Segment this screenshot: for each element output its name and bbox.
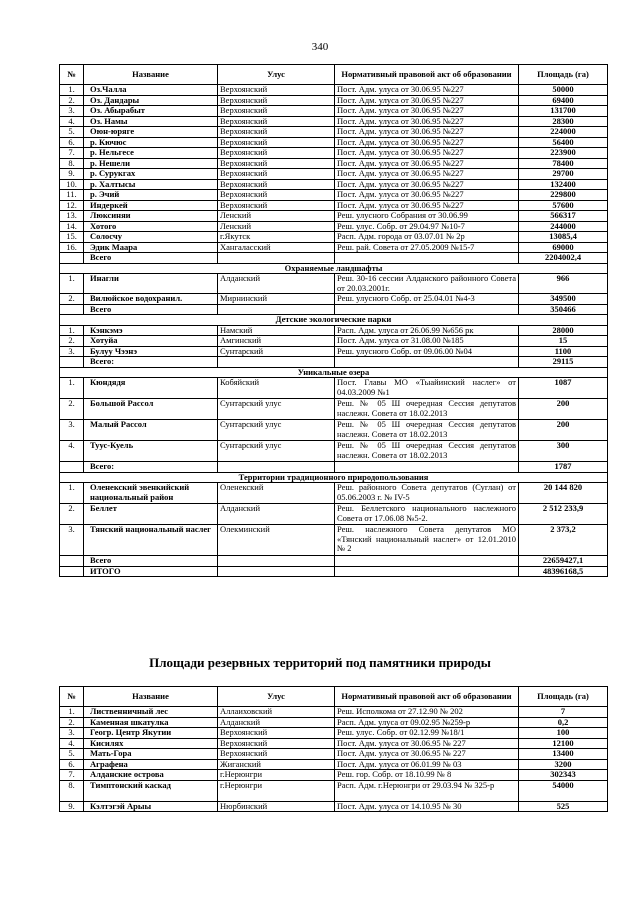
row-ulus: Мирнинский — [218, 294, 335, 305]
row-name: Тимптонский каскад — [84, 780, 218, 801]
row-ulus: Алданский — [218, 274, 335, 294]
row-legal-act: Реш. наслежного Совета депутатов МО «Тянский национальный наслег» от 12.01.2010 № 2 — [335, 525, 519, 556]
row-area: 244000 — [519, 221, 608, 232]
row-name: Большой Рассол — [84, 399, 218, 420]
row-ulus: Сунтарский улус — [218, 441, 335, 462]
table-row — [60, 127, 608, 138]
row-name: Аграфена — [84, 759, 218, 770]
page-number: 340 — [311, 41, 329, 53]
total-label: Всего — [84, 304, 218, 315]
row-name: р. Сурукгах — [84, 169, 218, 180]
section-row — [60, 472, 608, 483]
section-title: Охраняемые ландшафты — [60, 263, 608, 274]
row-legal-act: Пост. Адм. улуса от 30.06.95 №227 — [335, 95, 519, 106]
row-legal-act: Реш. № 05 Ш очередная Сессия депутатов наслежн. Совета от 18.02.2013 — [335, 420, 519, 441]
row-number: 1. — [60, 325, 84, 336]
row-legal-act: Пост. Адм. улуса от 30.06.95 № 227 — [335, 738, 519, 749]
section-row — [60, 367, 608, 378]
row-number: 5. — [60, 749, 84, 760]
row-name: Кюндядя — [84, 378, 218, 399]
header-ulus: Улус — [218, 687, 335, 707]
row-legal-act: Пост. Адм. улуса от 06.01.99 № 03 — [335, 759, 519, 770]
row-area: 56400 — [519, 137, 608, 148]
row-area: 57600 — [519, 200, 608, 211]
table-row — [60, 346, 608, 357]
row-area: 200 — [519, 399, 608, 420]
row-ulus: Верхоянский — [218, 116, 335, 127]
row-name: Кисилях — [84, 738, 218, 749]
header-area: Площадь (га) — [519, 65, 608, 85]
total-row — [60, 357, 608, 368]
row-number: 1. — [60, 274, 84, 294]
total-value: 48396168,5 — [519, 566, 608, 577]
table-row — [60, 336, 608, 347]
row-number: 7. — [60, 148, 84, 159]
row-ulus: Верхоянский — [218, 200, 335, 211]
row-ulus: Ленский — [218, 211, 335, 222]
row-ulus: Сунтарский улус — [218, 399, 335, 420]
row-name: Геогр. Центр Якутии — [84, 728, 218, 739]
row-ulus: Верхоянский — [218, 137, 335, 148]
table-row — [60, 738, 608, 749]
row-number: 2. — [60, 294, 84, 305]
table-row — [60, 211, 608, 222]
total-empty-act — [335, 566, 519, 577]
row-legal-act: Реш. рай. Совета от 27.05.2009 №15-7 — [335, 242, 519, 253]
row-area: 69400 — [519, 95, 608, 106]
row-number: 3. — [60, 106, 84, 117]
row-area: 20 144 820 — [519, 483, 608, 504]
row-legal-act: Реш. Исполкома от 27.12.90 № 202 — [335, 707, 519, 718]
row-number: 3. — [60, 525, 84, 556]
section-title: Детские экологические парки — [60, 315, 608, 326]
row-name: Беллет — [84, 504, 218, 525]
row-legal-act: Реш. районного Совета депутатов (Суглан) от 05.06.2003 г. № IV-5 — [335, 483, 519, 504]
row-number: 2. — [60, 95, 84, 106]
row-name: Оюн-юряге — [84, 127, 218, 138]
row-area: 349500 — [519, 294, 608, 305]
total-empty-ulus — [218, 304, 335, 315]
row-area: 28300 — [519, 116, 608, 127]
row-name: Солосчу — [84, 232, 218, 243]
reserve-territories-table — [59, 686, 608, 812]
total-label: Всего — [84, 253, 218, 264]
table-row — [60, 200, 608, 211]
row-name: Хотуйа — [84, 336, 218, 347]
row-number: 8. — [60, 780, 84, 801]
protected-areas-table — [59, 64, 608, 577]
row-number: 4. — [60, 116, 84, 127]
row-number: 11. — [60, 190, 84, 201]
row-area: 100 — [519, 728, 608, 739]
row-ulus: Кобяйский — [218, 378, 335, 399]
row-ulus: Верхоянский — [218, 728, 335, 739]
row-ulus: Верхоянский — [218, 169, 335, 180]
table-row — [60, 106, 608, 117]
table-row — [60, 707, 608, 718]
row-number: 6. — [60, 759, 84, 770]
row-legal-act: Реш. гор. Собр. от 18.10.99 № 8 — [335, 770, 519, 781]
row-legal-act: Реш. Беллетского национального наслежного Совета от 17.06.08 №5-2. — [335, 504, 519, 525]
row-ulus: Нюрбинский — [218, 801, 335, 812]
table-row — [60, 780, 608, 801]
row-ulus: Верхоянский — [218, 95, 335, 106]
row-number: 4. — [60, 738, 84, 749]
total-row — [60, 462, 608, 473]
row-area: 7 — [519, 707, 608, 718]
row-number: 2. — [60, 717, 84, 728]
row-number: 3. — [60, 420, 84, 441]
row-ulus: Алданский — [218, 717, 335, 728]
row-area: 300 — [519, 441, 608, 462]
table-row — [60, 148, 608, 159]
table-row — [60, 137, 608, 148]
row-name: Мать-Гора — [84, 749, 218, 760]
row-area: 13400 — [519, 749, 608, 760]
row-ulus: Хангаласский — [218, 242, 335, 253]
row-area: 132400 — [519, 179, 608, 190]
row-number: 7. — [60, 770, 84, 781]
table-row — [60, 378, 608, 399]
table-row — [60, 179, 608, 190]
row-legal-act: Расп. Адм. города от 03.07.01 № 2р — [335, 232, 519, 243]
row-name: р. Кючюс — [84, 137, 218, 148]
row-ulus: Верхоянский — [218, 179, 335, 190]
row-number: 9. — [60, 801, 84, 812]
table-row — [60, 504, 608, 525]
row-ulus: г.Нерюнгри — [218, 780, 335, 801]
row-legal-act: Пост. Адм. улуса от 14.10.95 № 30 — [335, 801, 519, 812]
row-ulus: Олекминский — [218, 525, 335, 556]
table-row — [60, 399, 608, 420]
row-area: 525 — [519, 801, 608, 812]
total-label: ИТОГО — [84, 566, 218, 577]
table-row — [60, 749, 608, 760]
row-number: 4. — [60, 441, 84, 462]
row-ulus: Верхоянский — [218, 749, 335, 760]
row-area: 223900 — [519, 148, 608, 159]
total-value: 1787 — [519, 462, 608, 473]
row-legal-act: Пост. Адм. улуса от 30.06.95 №227 — [335, 169, 519, 180]
total-value: 2204002,4 — [519, 253, 608, 264]
row-legal-act: Пост. Адм. улуса от 30.06.95 №227 — [335, 137, 519, 148]
section-title: Уникальные озера — [60, 367, 608, 378]
row-legal-act: Пост. Адм. улуса от 30.06.95 №227 — [335, 116, 519, 127]
row-legal-act: Расп. Адм. улуса от 09.02.95 №259-р — [335, 717, 519, 728]
row-legal-act: Пост. Адм. улуса от 30.06.95 №227 — [335, 190, 519, 201]
row-legal-act: Пост. Адм. улуса от 30.06.95 № 227 — [335, 749, 519, 760]
row-name: Вилюйское водохранил. — [84, 294, 218, 305]
row-area: 1100 — [519, 346, 608, 357]
header-act: Нормативный правовой акт об образовании — [335, 65, 519, 85]
row-number: 1. — [60, 378, 84, 399]
table-row — [60, 441, 608, 462]
row-name: Кэлтэгэй Арыы — [84, 801, 218, 812]
table-header-row — [60, 687, 608, 707]
row-area: 2 373,2 — [519, 525, 608, 556]
row-ulus: г.Нерюнгри — [218, 770, 335, 781]
row-ulus: Верхоянский — [218, 148, 335, 159]
total-empty-act — [335, 253, 519, 264]
total-row — [60, 253, 608, 264]
row-legal-act: Реш. улус. Собр. от 29.04.97 №10-7 — [335, 221, 519, 232]
row-area: 131700 — [519, 106, 608, 117]
row-area: 13085,4 — [519, 232, 608, 243]
total-empty-act — [335, 462, 519, 473]
row-name: Инагли — [84, 274, 218, 294]
row-name: р. Эчий — [84, 190, 218, 201]
table-row — [60, 770, 608, 781]
row-name: Малый Рассол — [84, 420, 218, 441]
row-number: 6. — [60, 137, 84, 148]
row-legal-act: Расп. Адм. улуса от 26.06.99 №656 рк — [335, 325, 519, 336]
row-area: 28000 — [519, 325, 608, 336]
table-row — [60, 325, 608, 336]
row-area: 50000 — [519, 85, 608, 96]
total-spacer — [60, 304, 84, 315]
row-name: Эдик Маара — [84, 242, 218, 253]
header-name: Название — [84, 65, 218, 85]
row-ulus: г.Якутск — [218, 232, 335, 243]
section-row — [60, 315, 608, 326]
row-name: Оз. Абырабыт — [84, 106, 218, 117]
row-number: 9. — [60, 169, 84, 180]
row-legal-act: Реш. улусного Собр. от 25.04.01 №4-3 — [335, 294, 519, 305]
row-legal-act: Реш. № 05 Ш очередная Сессия депутатов наслежн. Совета от 18.02.2013 — [335, 399, 519, 420]
row-legal-act: Расп. Адм. г.Нерюнгри от 29.03.94 № 325-р — [335, 780, 519, 801]
total-empty-act — [335, 357, 519, 368]
header-ulus: Улус — [218, 65, 335, 85]
row-name: Кэнкэмэ — [84, 325, 218, 336]
row-ulus: Аллаиховский — [218, 707, 335, 718]
row-legal-act: Пост. Адм. улуса от 30.06.95 №227 — [335, 106, 519, 117]
row-number: 1. — [60, 483, 84, 504]
total-empty-ulus — [218, 566, 335, 577]
row-legal-act: Реш. № 05 Ш очередная Сессия депутатов наслежн. Совета от 18.02.2013 — [335, 441, 519, 462]
row-legal-act: Пост. Адм. улуса от 31.08.00 №185 — [335, 336, 519, 347]
row-legal-act: Пост. Главы МО «Тыайинский наслег» от 04.03.2009 №1 — [335, 378, 519, 399]
row-ulus: Верхоянский — [218, 85, 335, 96]
row-area: 54000 — [519, 780, 608, 801]
table-row — [60, 525, 608, 556]
table-row — [60, 294, 608, 305]
row-name: Оз.Чалла — [84, 85, 218, 96]
row-ulus: Верхоянский — [218, 158, 335, 169]
table-row — [60, 116, 608, 127]
total-spacer — [60, 357, 84, 368]
total-spacer — [60, 556, 84, 567]
row-area: 200 — [519, 420, 608, 441]
total-spacer — [60, 253, 84, 264]
header-act: Нормативный правовой акт об образовании — [335, 687, 519, 707]
row-legal-act: Пост. Адм. улуса от 30.06.95 №227 — [335, 148, 519, 159]
row-area: 3200 — [519, 759, 608, 770]
total-label: Всего — [84, 556, 218, 567]
row-legal-act: Пост. Адм. улуса от 30.06.95 №227 — [335, 179, 519, 190]
row-name: Каменная шкатулка — [84, 717, 218, 728]
row-number: 10. — [60, 179, 84, 190]
total-label: Всего: — [84, 357, 218, 368]
table-row — [60, 95, 608, 106]
table-row — [60, 221, 608, 232]
table-row — [60, 801, 608, 812]
total-row — [60, 566, 608, 577]
total-empty-ulus — [218, 357, 335, 368]
total-row — [60, 304, 608, 315]
table-row — [60, 728, 608, 739]
row-name: Оленекский эвенкийский национальный район — [84, 483, 218, 504]
row-area: 566317 — [519, 211, 608, 222]
row-number: 16. — [60, 242, 84, 253]
header-number: № — [60, 65, 84, 85]
total-value: 350466 — [519, 304, 608, 315]
row-number: 14. — [60, 221, 84, 232]
row-ulus: Верхоянский — [218, 738, 335, 749]
total-empty-act — [335, 556, 519, 567]
total-empty-ulus — [218, 556, 335, 567]
row-ulus: Верхоянский — [218, 127, 335, 138]
row-ulus: Оленекский — [218, 483, 335, 504]
total-value: 29115 — [519, 357, 608, 368]
row-number: 12. — [60, 200, 84, 211]
total-label: Всего: — [84, 462, 218, 473]
row-name: Лиственничный лес — [84, 707, 218, 718]
row-ulus: Сунтарский улус — [218, 420, 335, 441]
reserve-territories-heading: Площади резервных территорий под памятники природы — [149, 655, 491, 670]
row-ulus: Сунтарский — [218, 346, 335, 357]
section-title: Территории традиционного природопользования — [60, 472, 608, 483]
row-area: 12100 — [519, 738, 608, 749]
row-legal-act: Пост. Адм. улуса от 30.06.95 №227 — [335, 85, 519, 96]
row-number: 2. — [60, 504, 84, 525]
row-name: Оз. Намы — [84, 116, 218, 127]
table-row — [60, 190, 608, 201]
row-area: 1087 — [519, 378, 608, 399]
row-area: 224000 — [519, 127, 608, 138]
row-legal-act: Пост. Адм. улуса от 30.06.95 №227 — [335, 158, 519, 169]
row-area: 302343 — [519, 770, 608, 781]
row-number: 15. — [60, 232, 84, 243]
total-spacer — [60, 566, 84, 577]
row-legal-act: Реш. улусного Собр. от 09.06.00 №04 — [335, 346, 519, 357]
row-area: 2 512 233,9 — [519, 504, 608, 525]
row-name: р. Халтысы — [84, 179, 218, 190]
table-row — [60, 420, 608, 441]
row-name: Люксиняи — [84, 211, 218, 222]
row-number: 2. — [60, 336, 84, 347]
row-ulus: Верхоянский — [218, 190, 335, 201]
row-name: Тянский национальный наслег — [84, 525, 218, 556]
row-ulus: Амгинский — [218, 336, 335, 347]
row-area: 0,2 — [519, 717, 608, 728]
total-spacer — [60, 462, 84, 473]
row-name: Хотого — [84, 221, 218, 232]
total-empty-ulus — [218, 462, 335, 473]
table-header-row — [60, 65, 608, 85]
row-legal-act: Реш. улусного Собрания от 30.06.99 — [335, 211, 519, 222]
row-number: 5. — [60, 127, 84, 138]
table-row — [60, 274, 608, 294]
table-row — [60, 232, 608, 243]
total-row — [60, 556, 608, 567]
total-empty-act — [335, 304, 519, 315]
row-ulus: Верхоянский — [218, 106, 335, 117]
row-number: 1. — [60, 85, 84, 96]
table-row — [60, 85, 608, 96]
row-number: 8. — [60, 158, 84, 169]
row-area: 15 — [519, 336, 608, 347]
row-area: 229800 — [519, 190, 608, 201]
total-value: 22659427,1 — [519, 556, 608, 567]
row-area: 29700 — [519, 169, 608, 180]
row-area: 78400 — [519, 158, 608, 169]
total-empty-ulus — [218, 253, 335, 264]
row-legal-act: Реш. 30-16 сессии Алданского районного Совета от 20.03.2001г. — [335, 274, 519, 294]
row-name: Индеркей — [84, 200, 218, 211]
row-name: р. Нешели — [84, 158, 218, 169]
section-row — [60, 263, 608, 274]
header-name: Название — [84, 687, 218, 707]
table-row — [60, 169, 608, 180]
header-area: Площадь (га) — [519, 687, 608, 707]
row-name: Булуу Чээнэ — [84, 346, 218, 357]
table-row — [60, 717, 608, 728]
row-number: 1. — [60, 707, 84, 718]
row-ulus: Намский — [218, 325, 335, 336]
row-legal-act: Реш. улус. Собр. от 02.12.99 №18/1 — [335, 728, 519, 739]
row-area: 69000 — [519, 242, 608, 253]
row-name: Алданские острова — [84, 770, 218, 781]
row-name: Оз. Дандары — [84, 95, 218, 106]
row-area: 966 — [519, 274, 608, 294]
row-legal-act: Пост. Адм. улуса от 30.06.95 №227 — [335, 200, 519, 211]
row-number: 3. — [60, 346, 84, 357]
row-number: 3. — [60, 728, 84, 739]
table-row — [60, 483, 608, 504]
table-row — [60, 759, 608, 770]
table-row — [60, 158, 608, 169]
row-ulus: Жиганский — [218, 759, 335, 770]
row-number: 13. — [60, 211, 84, 222]
row-name: р. Нельгесе — [84, 148, 218, 159]
row-name: Туус-Куель — [84, 441, 218, 462]
table-row — [60, 242, 608, 253]
row-legal-act: Пост. Адм. улуса от 30.06.95 №227 — [335, 127, 519, 138]
row-ulus: Ленский — [218, 221, 335, 232]
row-number: 2. — [60, 399, 84, 420]
header-number: № — [60, 687, 84, 707]
row-ulus: Алданский — [218, 504, 335, 525]
